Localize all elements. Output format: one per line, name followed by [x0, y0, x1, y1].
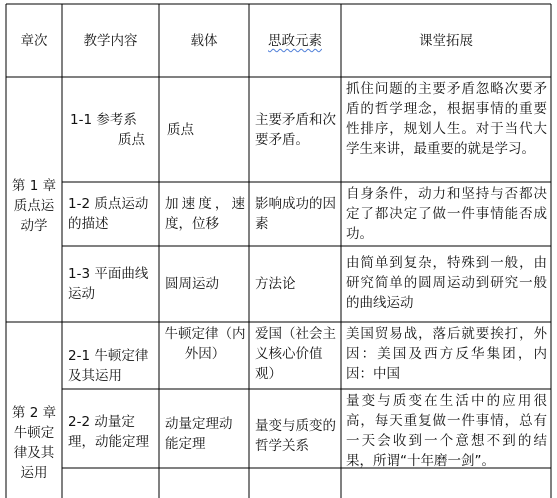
row-3-carrier: 圆周运动 [165, 276, 219, 292]
chapter-2-label: 第 2 章牛顿定律及其运用 [11, 405, 57, 481]
row-3-content: 1-3 平面曲线运动 [68, 266, 149, 302]
row-5-extension: 量变与质变在生活中的应用很高，每天重复做一件事情，总有一天会收到一个意想不到的结果，所谓“十年磨一剑”。 [346, 393, 547, 469]
header-class-extension: 课堂拓展 [419, 33, 473, 49]
row-1-content-line-1: 1-1 参考系 [70, 112, 137, 128]
row-3-ideology: 方法论 [255, 276, 296, 292]
row-1-carrier: 质点 [167, 122, 194, 138]
row-2-content: 1-2 质点运动的描述 [68, 196, 149, 232]
header-ideology-element [249, 31, 341, 51]
row-1-content-line-2: 质点 [118, 132, 145, 148]
row-5-ideology: 量变与质变的哲学关系 [255, 418, 336, 454]
row-2-carrier: 加速度，速度，位移 [165, 196, 245, 232]
chapter-1-label: 第 1 章质点运动学 [11, 178, 57, 234]
row-4-ideology: 爱国（社会主义核心价值观） [255, 326, 336, 382]
row-2-ideology: 影响成功的因素 [255, 196, 336, 232]
row-4-carrier: 牛顿定律（内外因） [164, 326, 246, 362]
header-chapter: 章次 [20, 33, 48, 49]
row-5-content: 2-2 动量定理，动能定理 [68, 414, 149, 450]
header-teaching-content: 教学内容 [83, 33, 138, 49]
header-carrier: 载体 [190, 33, 218, 49]
row-3-extension: 由简单到复杂，特殊到一般，由研究简单的圆周运动到研究一般的曲线运动 [346, 255, 547, 311]
row-4-extension: 美国贸易战，落后就要挨打，外因：美国及西方反华集团，内因：中国 [346, 326, 547, 382]
row-1-extension: 抓住问题的主要矛盾忽略次要矛盾的哲学理念，根据事情的重要性排序，规划人生。对于当代大学生来讲，最重要的就是学习。 [346, 81, 547, 157]
row-5-carrier: 动量定理动能定理 [165, 416, 233, 452]
row-1-ideology: 主要矛盾和次要矛盾。 [255, 112, 336, 148]
row-2-extension: 自身条件，动力和坚持与否都决定了都决定了做一件事情能否成功。 [346, 186, 547, 242]
row-4-content: 2-1 牛顿定律及其运用 [68, 348, 149, 384]
row-1-content [70, 110, 155, 150]
header-ideology-text: 思政元素 [268, 33, 322, 49]
